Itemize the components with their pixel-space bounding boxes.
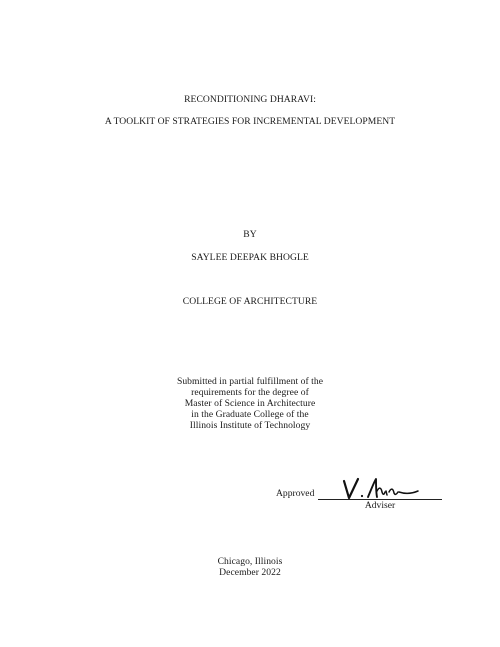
approved-label: Approved [276, 488, 315, 499]
submission-line: Illinois Institute of Technology [189, 420, 311, 431]
submission-line: Master of Science in Architecture [184, 398, 316, 409]
college-name: COLLEGE OF ARCHITECTURE [182, 296, 318, 307]
approval-block [276, 476, 446, 512]
submission-line: requirements for the degree of [191, 387, 309, 398]
by-label: BY [243, 229, 257, 240]
adviser-label: Adviser [364, 500, 396, 511]
submission-line: Submitted in partial fulfillment of the [176, 376, 324, 387]
submission-line: in the Graduate College of the [191, 409, 309, 420]
date: December 2022 [219, 567, 281, 578]
location: Chicago, Illinois [217, 556, 283, 567]
author-name: SAYLEE DEEPAK BHOGLE [191, 252, 309, 263]
thesis-title-line1: RECONDITIONING DHARAVI: [184, 94, 316, 105]
thesis-title-line2: A TOOLKIT OF STRATEGIES FOR INCREMENTAL DEVELOPMENT [104, 116, 396, 127]
